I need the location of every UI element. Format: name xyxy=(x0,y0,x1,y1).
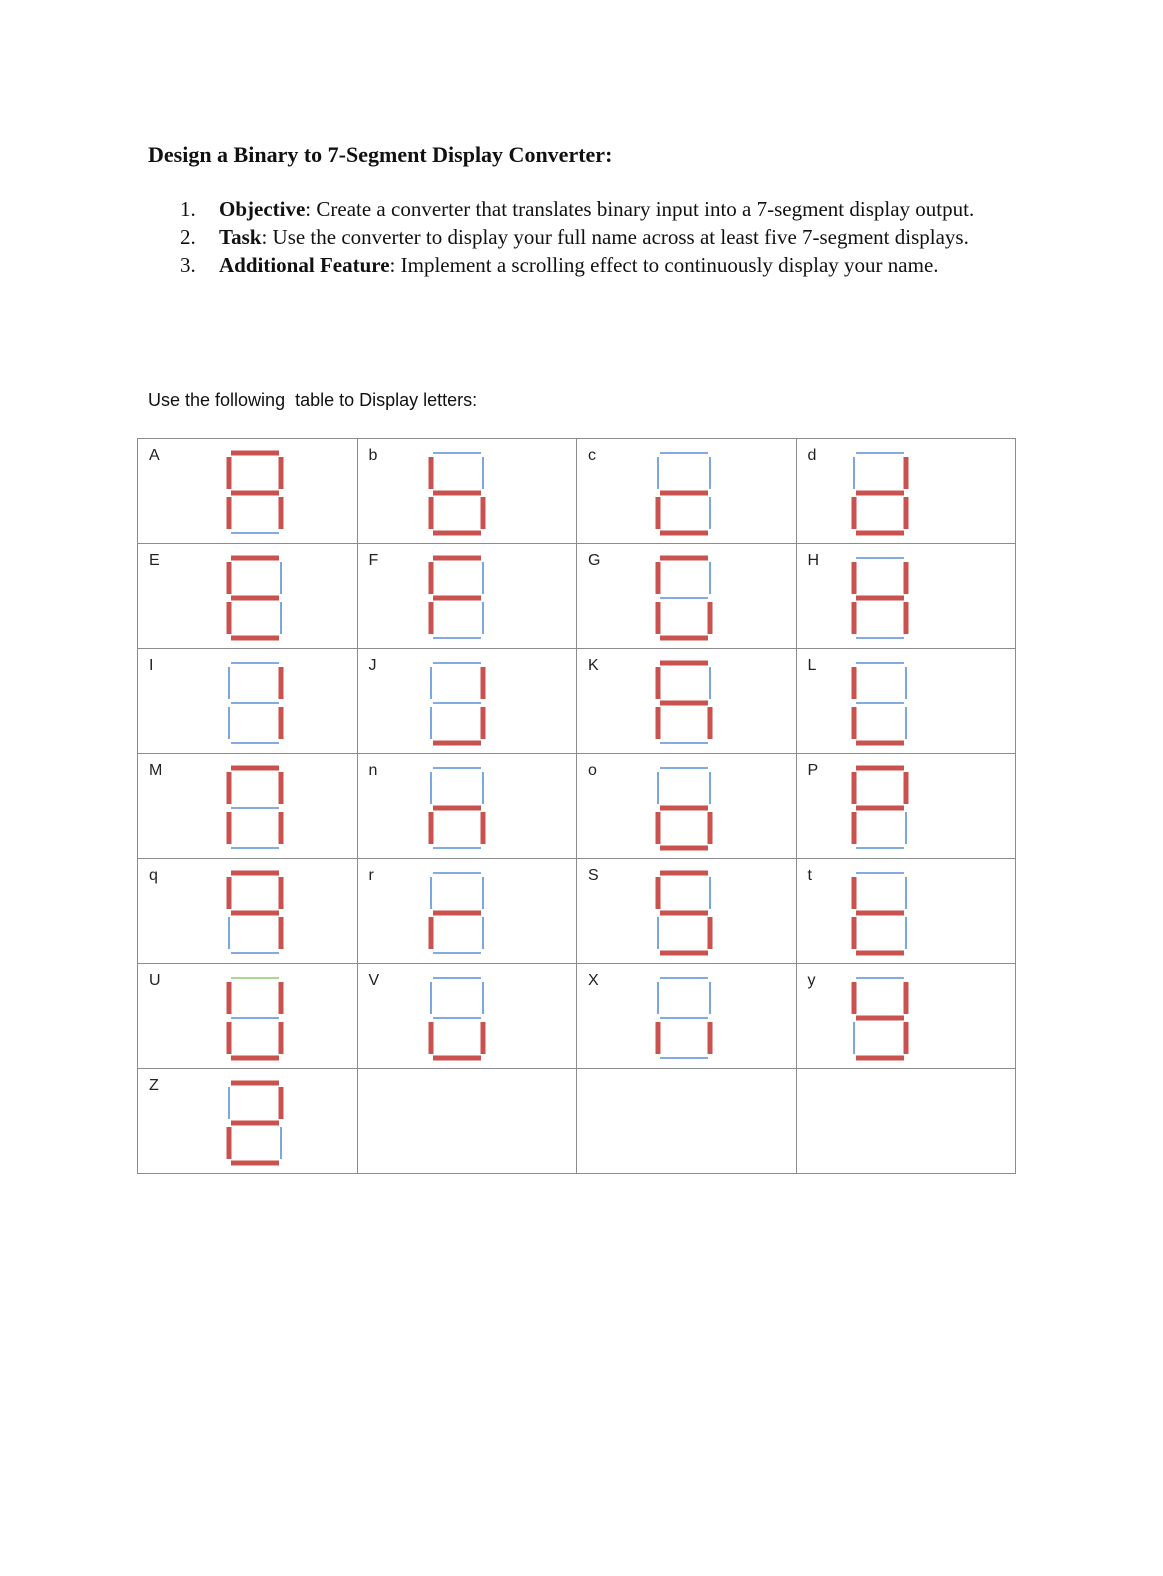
seven-segment-display xyxy=(220,869,290,957)
letter-cell xyxy=(357,754,577,859)
seven-segment-display xyxy=(422,554,492,642)
seven-segment-display xyxy=(422,449,492,537)
letter-label: r xyxy=(368,867,374,884)
seven-segment-display xyxy=(649,974,719,1062)
seven-segment-display xyxy=(845,449,915,537)
letter-cell xyxy=(577,439,797,544)
letter-cell xyxy=(138,754,358,859)
letter-label: V xyxy=(368,972,380,989)
letter-table xyxy=(137,438,1016,1174)
letter-cell xyxy=(138,544,358,649)
letter-cell xyxy=(577,964,797,1069)
letter-label: S xyxy=(588,867,599,884)
letter-cell xyxy=(357,964,577,1069)
seven-segment-display xyxy=(649,554,719,642)
letter-cell xyxy=(796,544,1016,649)
list-term: Objective xyxy=(219,197,306,221)
seven-segment-display xyxy=(845,974,915,1062)
letter-cell xyxy=(796,439,1016,544)
seven-segment-display xyxy=(649,659,719,747)
table-row xyxy=(138,649,1016,754)
letter-label: c xyxy=(588,447,596,464)
letter-label: t xyxy=(807,867,812,884)
list-number: 2. xyxy=(180,225,196,249)
seven-segment-display xyxy=(845,659,915,747)
seven-segment-display xyxy=(649,449,719,537)
letter-cell xyxy=(357,544,577,649)
empty-cell xyxy=(577,1069,797,1174)
letter-label: U xyxy=(149,972,161,989)
letter-cell xyxy=(577,649,797,754)
letter-label: H xyxy=(807,552,820,569)
list-text: : Create a converter that translates binary input into a 7-segment display output. xyxy=(305,197,975,221)
letter-cell xyxy=(138,859,358,964)
instruction-list xyxy=(180,196,1030,280)
letter-cell xyxy=(577,754,797,859)
letter-label: A xyxy=(149,447,160,464)
letter-cell xyxy=(357,649,577,754)
letter-cell xyxy=(138,964,358,1069)
table-row xyxy=(138,754,1016,859)
seven-segment-display xyxy=(220,764,290,852)
letter-label: G xyxy=(588,552,601,569)
list-item-task xyxy=(180,224,1030,251)
letter-cell xyxy=(796,754,1016,859)
seven-segment-display xyxy=(220,449,290,537)
letter-label: n xyxy=(368,762,378,779)
empty-cell xyxy=(796,1069,1016,1174)
letter-cell xyxy=(138,649,358,754)
table-row xyxy=(138,859,1016,964)
letter-cell xyxy=(357,439,577,544)
letter-label: o xyxy=(588,762,597,779)
letter-cell xyxy=(796,964,1016,1069)
letter-label: I xyxy=(149,657,154,674)
empty-cell xyxy=(357,1069,577,1174)
letter-label: q xyxy=(149,867,158,884)
seven-segment-display xyxy=(220,974,290,1062)
seven-segment-display xyxy=(220,659,290,747)
letter-label: K xyxy=(588,657,599,674)
seven-segment-display xyxy=(220,1079,290,1167)
letter-label: M xyxy=(149,762,163,779)
letter-label: b xyxy=(368,447,378,464)
table-intro: Use the following table to Display letters: xyxy=(148,390,478,410)
letter-label: L xyxy=(807,657,817,674)
seven-segment-display xyxy=(649,764,719,852)
list-text: : Implement a scrolling effect to continuously display your name. xyxy=(389,253,939,277)
list-term: Task xyxy=(219,225,262,249)
list-item-objective xyxy=(180,196,1030,223)
letter-label: E xyxy=(149,552,160,569)
seven-segment-display xyxy=(422,659,492,747)
letter-cell xyxy=(138,1069,358,1174)
seven-segment-display xyxy=(220,554,290,642)
letter-label: d xyxy=(807,447,817,464)
seven-segment-display xyxy=(422,869,492,957)
letter-label: J xyxy=(368,657,377,674)
letter-cell xyxy=(796,859,1016,964)
seven-segment-display xyxy=(422,764,492,852)
list-number: 3. xyxy=(180,253,196,277)
table-row xyxy=(138,964,1016,1069)
letter-label: y xyxy=(807,972,816,989)
table-row xyxy=(138,1069,1016,1174)
table-row xyxy=(138,544,1016,649)
list-text: : Use the converter to display your full name across at least five 7-segment displays. xyxy=(261,225,969,249)
letter-cell xyxy=(357,859,577,964)
seven-segment-display xyxy=(649,869,719,957)
letter-cell xyxy=(796,649,1016,754)
seven-segment-display xyxy=(845,764,915,852)
seven-segment-display xyxy=(845,554,915,642)
letter-cell xyxy=(577,859,797,964)
table-row xyxy=(138,439,1016,544)
letter-cell xyxy=(577,544,797,649)
list-term: Additional Feature xyxy=(219,253,390,277)
seven-segment-display xyxy=(422,974,492,1062)
letter-label: P xyxy=(807,762,819,779)
letter-label: F xyxy=(368,552,379,569)
letter-cell xyxy=(138,439,358,544)
seven-segment-display xyxy=(845,869,915,957)
document-title: Design a Binary to 7-Segment Display Converter: xyxy=(148,142,613,167)
list-item-additional-feature xyxy=(180,252,1030,279)
list-number: 1. xyxy=(180,197,196,221)
letter-label: X xyxy=(588,972,599,989)
letter-label: Z xyxy=(149,1077,159,1094)
